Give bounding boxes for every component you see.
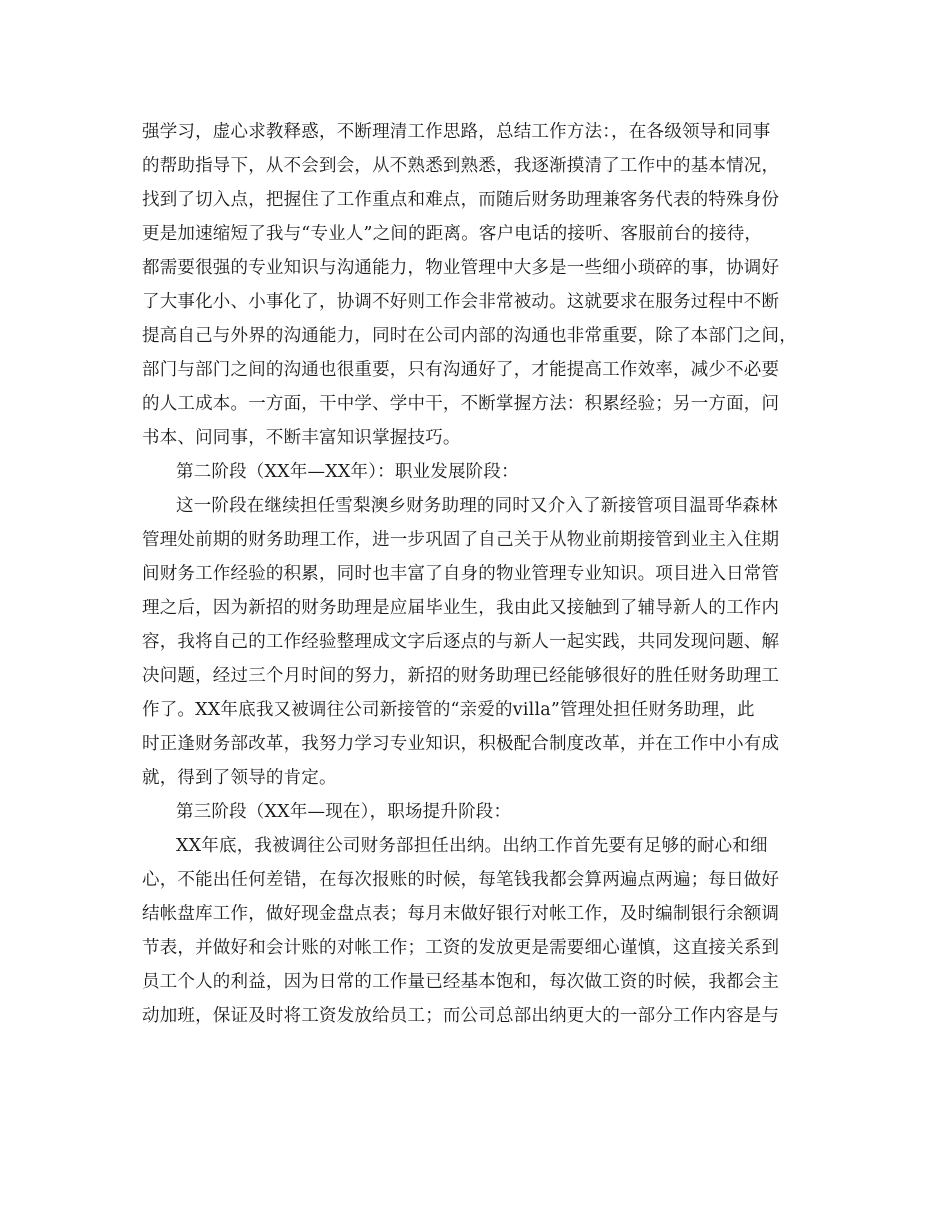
text-line: 结帐盘库工作，做好现金盘点表；每月末做好银行对帐工作，及时编制银行余额调 [142,904,780,924]
text-line: 了大事化小、小事化了，协调不好则工作会非常被动。这就要求在服务过程中不断 [142,292,780,312]
text-line: 作了。XX年底我又被调往公司新接管的“亲爱的villa”管理处担任财务助理，此 [142,700,755,720]
text-line: 时正逢财务部改革，我努力学习专业知识，积极配合制度改革，并在工作中小有成 [142,734,780,754]
text-line: 动加班，保证及时将工资发放给员工；而公司总部出纳更大的一部分工作内容是与 [142,1006,780,1026]
text-line: 都需要很强的专业知识与沟通能力，物业管理中大多是一些细小琐碎的事，协调好 [142,258,780,278]
section-heading: 第二阶段（XX年—XX年）：职业发展阶段： [176,462,519,482]
text-line: 管理处前期的财务助理工作，进一步巩固了自己关于从物业前期接管到业主入住期 [142,530,780,550]
text-line: XX年底，我被调往公司财务部担任出纳。出纳工作首先要有足够的耐心和细 [176,836,768,856]
text-line: 这一阶段在继续担任雪梨澳乡财务助理的同时又介入了新接管项目温哥华森林 [176,496,778,516]
text-line: 心，不能出任何差错，在每次报账的时候，每笔钱我都会算两遍点两遍；每日做好 [142,870,780,890]
text-line: 就，得到了领导的肯定。 [142,768,337,788]
text-line: 间财务工作经验的积累，同时也丰富了自身的物业管理专业知识。项目进入日常管 [142,564,780,584]
text-line: 理之后，因为新招的财务助理是应届毕业生，我由此又接触到了辅导新人的工作内 [142,598,780,618]
section-heading: 第三阶段（XX年—现在），职场提升阶段： [176,802,512,822]
text-line: 员工个人的利益，因为日常的工作量已经基本饱和，每次做工资的时候，我都会主 [142,972,780,992]
text-line: 的人工成本。一方面，干中学、学中干，不断掌握方法：积累经验；另一方面，问 [142,394,780,414]
text-line: 决问题，经过三个月时间的努力，新招的财务助理已经能够很好的胜任财务助理工 [142,666,780,686]
text-line: 的帮助指导下，从不会到会，从不熟悉到熟悉，我逐渐摸清了工作中的基本情况， [142,156,780,176]
text-line: 强学习，虚心求教释惑，不断理清工作思路，总结工作方法：，在各级领导和同事 [142,122,771,142]
body-text [142,115,814,1033]
text-line: 部门与部门之间的沟通也很重要，只有沟通好了，才能提高工作效率，减少不必要 [142,360,780,380]
text-line: 容，我将自己的工作经验整理成文字后逐点的与新人一起实践，共同发现问题、解 [142,632,780,652]
text-line: 提高自己与外界的沟通能力，同时在公司内部的沟通也非常重要，除了本部门之间， [142,326,797,346]
text-line: 更是加速缩短了我与“专业人”之间的距离。客户电话的接听、客服前台的接待， [142,224,763,244]
text-line: 书本、问同事，不断丰富知识掌握技巧。 [142,428,461,448]
text-line: 节表，并做好和会计账的对帐工作；工资的发放更是需要细心谨慎，这直接关系到 [142,938,780,958]
text-line: 找到了切入点，把握住了工作重点和难点，而随后财务助理兼客务代表的特殊身份 [142,190,780,210]
